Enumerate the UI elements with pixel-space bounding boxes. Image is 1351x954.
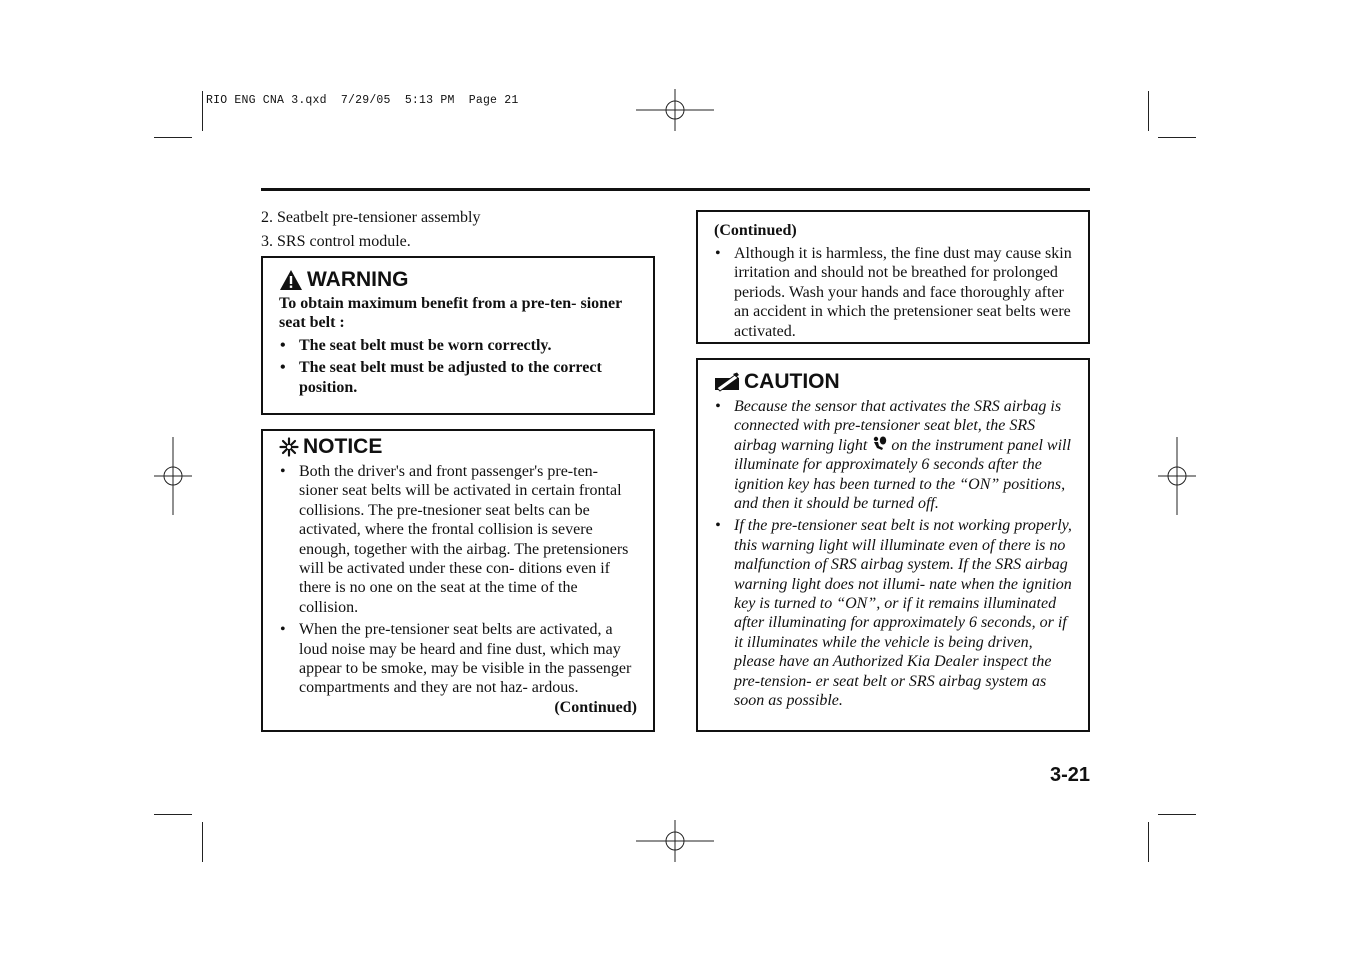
warning-triangle-icon [279,269,303,291]
registration-mark-left [134,437,212,515]
crop-mark [154,137,192,138]
registration-mark-bottom [636,802,714,880]
continued-heading: (Continued) [714,222,797,239]
component-item: 3. SRS control module. [261,233,411,250]
crop-mark [1148,822,1149,862]
crop-mark [202,91,203,131]
warning-heading [279,268,637,292]
notice-item [279,620,637,716]
warning-item: • The seat belt must be worn correctly. [279,336,637,355]
continued-list [714,244,1072,341]
warning-lead: To obtain maximum benefit from a pre-ten- sioner seat belt : [279,295,622,332]
caution-item-text: on the instrument panel will illuminate for approximately 6 seconds after the ignition key has been turned to the “ON” positions, and then it should be turned off. [734,436,1071,513]
notice-heading [279,435,637,459]
crop-mark [202,822,203,862]
caution-item-text: Because the sensor that activates the SRS airbag is connected with pre-tensioner seat blet, the SRS airbag warning light [734,398,1062,454]
caution-pencil-icon [714,372,740,392]
caution-item: • If the pre-tensioner seat belt is not working properly, this warning light will illuminate even of there is no malfunction of SRS airbag system. If the SRS airbag warning light does not illumi- nate when the ignition key is turned to “ON”, or if it remains illuminated after illuminating for approximately 6 seconds, or if it illuminates while the vehicle is being driven, please have an Authorized Kia Dealer inspect the pre-tension- er seat belt or SRS airbag system as soon as possible. [714,516,1072,710]
notice-list [279,462,637,716]
airbag-warning-icon [871,436,887,452]
print-slug: RIO ENG CNA 3.qxd 7/29/05 5:13 PM Page 21 [206,94,519,107]
crop-mark [1148,91,1149,131]
warning-item: • The seat belt must be adjusted to the correct position. [279,358,637,397]
asterisk-icon [279,437,299,457]
component-list [261,206,481,254]
caution-list [714,397,1072,711]
component-item: 2. Seatbelt pre-tensioner assembly [261,209,481,226]
registration-mark-top [636,71,714,149]
continued-label: (Continued) [554,698,637,716]
page-number: 3-21 [1050,764,1091,786]
warning-title: WARNING [307,268,409,291]
crop-mark [154,814,192,815]
caution-item [714,397,1072,513]
registration-mark-right [1138,437,1216,515]
crop-mark [1158,137,1196,138]
notice-item-text: When the pre-tensioner seat belts are activated, a loud noise may be heard and fine dust, which may appear to be smoke, may be visible in the passenger compartments and they are not haz- ardous. [299,621,632,697]
warning-list [279,336,637,397]
notice-title: NOTICE [303,435,383,458]
continued-box [696,210,1090,344]
caution-heading [714,370,1072,394]
notice-box [261,429,655,732]
continued-item: • Although it is harmless, the fine dust may cause skin irritation and should not be breathed for prolonged periods. Wash your hands and face thoroughly after an accident in which the pretensioner seat belts were activated. [714,244,1072,341]
header-rule [261,188,1090,191]
notice-item: • Both the driver's and front passenger's pre-ten- sioner seat belts will be activated in certain frontal collisions. The pre-tnesioner seat belts can be activated, where the frontal collision is severe enough, together with the airbag. The pretensioners will be activated under these con- ditions even if there is no one on the seat at the time of the collision. [279,462,637,617]
caution-box [696,358,1090,732]
crop-mark [1158,814,1196,815]
caution-title: CAUTION [744,370,840,393]
warning-box [261,256,655,415]
